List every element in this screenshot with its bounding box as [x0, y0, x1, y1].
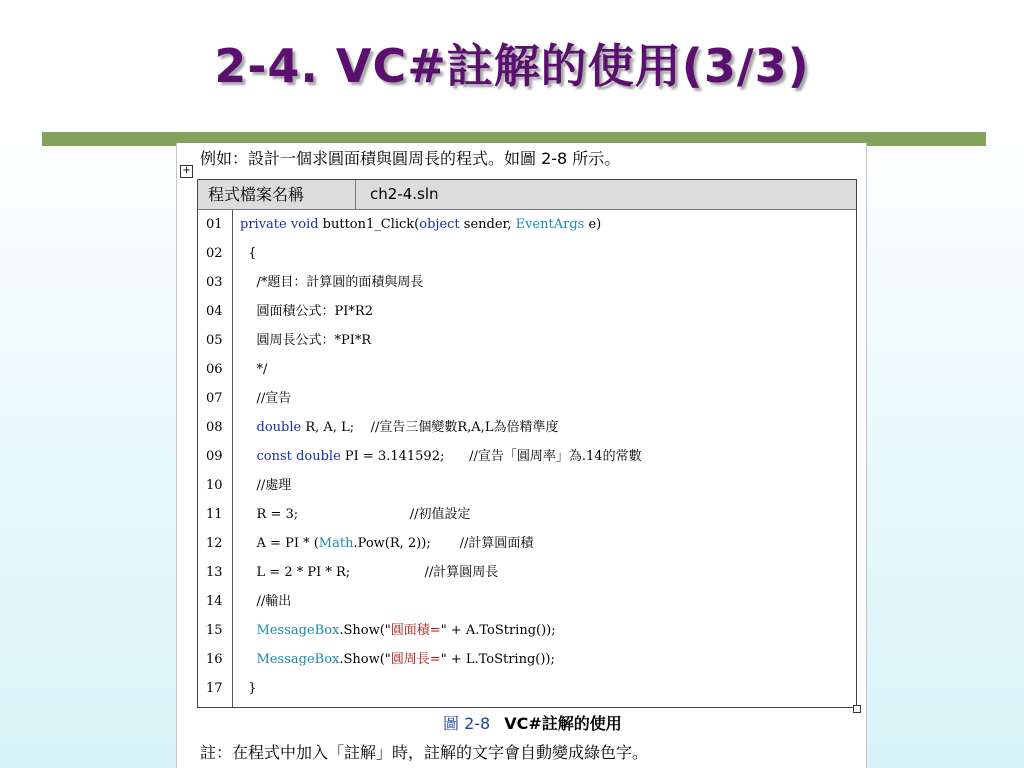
code-row — [198, 239, 856, 268]
file-header — [198, 180, 856, 210]
code-text: /*題目：計算圓的面積與周長 — [240, 275, 424, 290]
code-text: A = PI * (Math.Pow(R, 2)); //計算圓面積 — [240, 536, 534, 551]
code-text: 圓面積公式：PI*R2 — [240, 304, 373, 319]
code-text: //輸出 — [240, 594, 292, 609]
code-text: */ — [240, 362, 268, 377]
code-row — [198, 674, 856, 703]
line-number: 02 — [206, 246, 223, 261]
code-row — [198, 413, 856, 442]
code-row — [198, 210, 856, 239]
code-text: MessageBox.Show("圓周長=" + L.ToString()); — [256, 652, 555, 667]
line-number: 07 — [206, 391, 223, 406]
figure-caption — [443, 711, 622, 734]
file-label: 程式檔案名稱 — [198, 180, 356, 209]
figure-label: 圖 2-8 — [443, 714, 491, 733]
code-row — [198, 529, 856, 558]
code-row — [198, 442, 856, 471]
file-name: ch2-4.sln — [370, 185, 439, 203]
code-row — [198, 268, 856, 297]
figure-text: VC#註解的使用 — [504, 714, 622, 733]
table-move-handle-icon[interactable]: + — [180, 165, 193, 178]
code-row — [198, 645, 856, 674]
code-row — [198, 616, 856, 645]
code-text: R = 3; //初值設定 — [240, 507, 471, 522]
intro-text: 例如：設計一個求圓面積與圓周長的程式。如圖 2-8 所示。 — [200, 149, 621, 168]
line-number: 08 — [206, 420, 223, 435]
resize-handle-icon[interactable] — [853, 705, 861, 713]
code-row — [198, 558, 856, 587]
code-row — [198, 297, 856, 326]
line-number: 13 — [206, 565, 223, 580]
code-text: double R, A, L; //宣告三個變數R,A,L為倍精準度 — [256, 420, 559, 435]
code-row — [198, 384, 856, 413]
line-number: 05 — [206, 333, 223, 348]
code-text: private void button1_Click(object sender, EventArgs e) — [240, 217, 602, 232]
code-text: 圓周長公式：*PI*R — [240, 333, 372, 348]
line-number: 04 — [206, 304, 223, 319]
code-listing — [197, 179, 857, 708]
code-text: { — [240, 246, 257, 261]
line-number: 11 — [206, 507, 223, 522]
code-row — [198, 355, 856, 384]
code-row — [198, 471, 856, 500]
code-row — [198, 326, 856, 355]
code-row — [198, 587, 856, 616]
code-row — [198, 500, 856, 529]
code-text: L = 2 * PI * R; //計算圓周長 — [240, 565, 499, 580]
code-text: const double PI = 3.141592; //宣告「圓周率」為.14的常數 — [256, 449, 642, 464]
footnote: 註：在程式中加入「註解」時，註解的文字會自動變成綠色字。 — [200, 743, 649, 762]
line-number: 03 — [206, 275, 223, 290]
code-text: } — [240, 681, 257, 696]
line-number: 14 — [206, 594, 223, 609]
code-text: //處理 — [240, 478, 292, 493]
line-number: 06 — [206, 362, 223, 377]
code-text: //宣告 — [240, 391, 292, 406]
line-number: 09 — [206, 449, 223, 464]
code-text: MessageBox.Show("圓面積=" + A.ToString()); — [256, 623, 556, 638]
line-number: 16 — [206, 652, 223, 667]
line-number: 10 — [206, 478, 223, 493]
line-number: 01 — [206, 217, 223, 232]
line-number: 12 — [206, 536, 223, 551]
line-number: 17 — [206, 681, 223, 696]
slide-title: 2-4. VC#註解的使用(3/3) — [214, 39, 810, 93]
line-number: 15 — [206, 623, 223, 638]
